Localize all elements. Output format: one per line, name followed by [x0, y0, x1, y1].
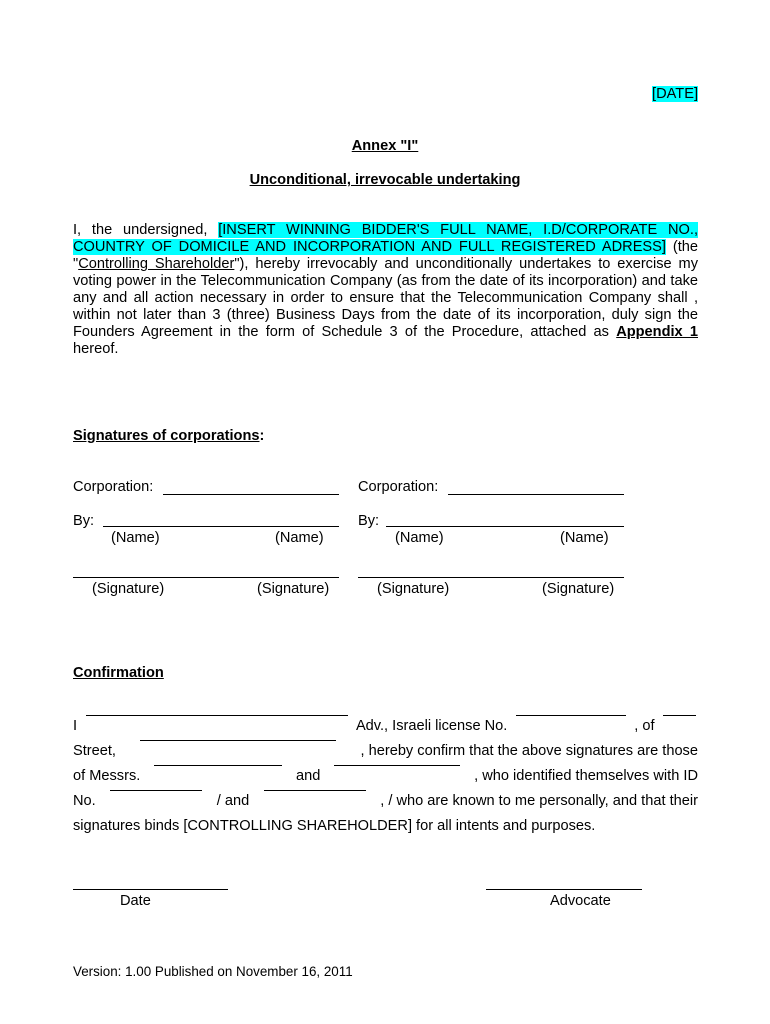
signature-label: (Signature) [92, 581, 165, 597]
document-subtitle: Unconditional, irrevocable undertaking [249, 172, 521, 188]
undertaking-text: "), hereby irrevocably and unconditionally undertakes to exercise my voting power in the Telecommunication Company (as from the date of its incorporation) and take any and all action necessary in order to ensure that the Telecommunication Company shall , within not later than 3 (three) Business Days from the date of its incorporation, duly sign the Founders Agreement in the form of Schedule 3 of the Procedure, attached as [73, 256, 698, 340]
bidder-placeholder: [INSERT WINNING BIDDER'S FULL NAME, I.D/CORPORATE NO., COUNTRY OF DOMICILE AND INCORPORATION AND FULL REGISTERED ADRESS] [73, 222, 698, 255]
confirmation-line-1: I Adv., Israeli license No. , of [73, 714, 698, 739]
confirmation-heading: Confirmation [73, 665, 164, 681]
signature-label: (Signature) [377, 581, 450, 597]
advocate-label: Advocate [550, 893, 611, 909]
date-label: Date [120, 893, 151, 909]
intro-text: I, the undersigned, [73, 222, 219, 238]
undertaking-paragraph [73, 222, 698, 358]
corporation-line-right[interactable] [448, 494, 624, 495]
confirmation-line-2: Street, , hereby confirm that the above signatures are those [73, 739, 698, 764]
confirmation-line-5: signatures binds [CONTROLLING SHAREHOLDER] for all intents and purposes. [73, 818, 596, 834]
appendix-reference: Appendix 1 [616, 324, 698, 340]
signature-label: (Signature) [542, 581, 615, 597]
signature-line-left[interactable] [73, 577, 339, 578]
id-no-blank-2[interactable] [264, 789, 366, 791]
messrs-blank-1[interactable] [154, 764, 282, 766]
version-footer: Version: 1.00 Published on November 16, 2011 [73, 964, 353, 979]
name-label: (Name) [560, 530, 609, 546]
signature-label: (Signature) [257, 581, 330, 597]
by-label-right: By: [358, 513, 380, 529]
name-label: (Name) [275, 530, 324, 546]
id-no-blank-1[interactable] [110, 789, 202, 791]
signatures-heading: Signatures of corporations: [73, 428, 265, 444]
confirmation-paragraph [73, 714, 698, 839]
street-no-blank[interactable] [663, 714, 696, 716]
corporation-line-left[interactable] [163, 494, 339, 495]
date-placeholder: [DATE] [652, 86, 698, 102]
confirmation-line-4: No. / and , / who are known to me personally, and that their [73, 789, 698, 814]
name-label: (Name) [395, 530, 444, 546]
confirmation-line-3: of Messrs. and , who identified themselves with ID [73, 764, 698, 789]
by-line-right[interactable] [386, 526, 624, 527]
advocate-name-blank[interactable] [86, 714, 348, 716]
corporation-label-left: Corporation: [73, 479, 154, 495]
corporation-label-right: Corporation: [358, 479, 439, 495]
name-label: (Name) [111, 530, 160, 546]
defined-term: Controlling Shareholder [78, 256, 235, 272]
closing-text: hereof. [73, 341, 119, 357]
by-line-left[interactable] [103, 526, 339, 527]
license-no-blank[interactable] [516, 714, 626, 716]
by-label-left: By: [73, 513, 95, 529]
messrs-blank-2[interactable] [334, 764, 460, 766]
advocate-sign-line[interactable] [486, 889, 642, 890]
signature-line-right[interactable] [358, 577, 624, 578]
date-sign-line[interactable] [73, 889, 228, 890]
term-open-text: (the " [73, 239, 698, 272]
annex-title: Annex "I" [351, 138, 419, 154]
street-blank[interactable] [140, 739, 336, 741]
